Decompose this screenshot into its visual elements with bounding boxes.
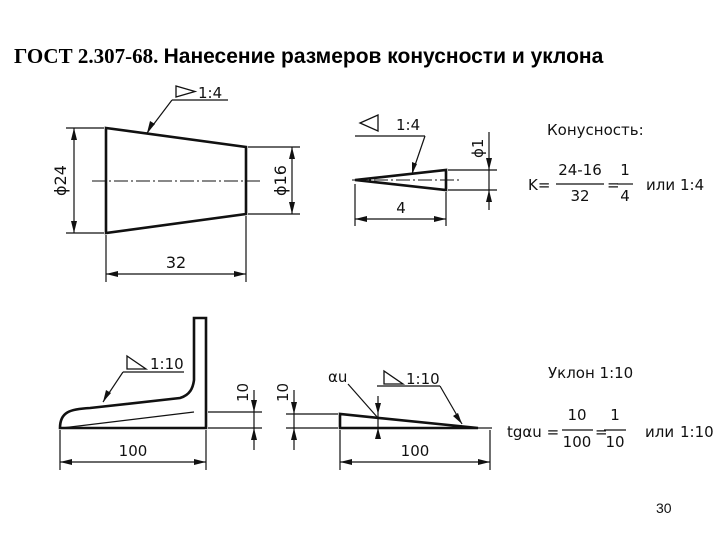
- slope-equals: =: [595, 423, 608, 441]
- slope-symbol-icon: [127, 356, 146, 369]
- angle-length-label: 100: [118, 442, 148, 460]
- taper-result: 1:4: [680, 176, 705, 194]
- small-cone-taper-label: 1:4: [396, 116, 421, 134]
- taper-formula: [528, 121, 704, 205]
- small-cone-length-label: 4: [396, 199, 406, 217]
- dimension-arrow: [375, 428, 381, 439]
- taper-numerator: 24-16: [558, 161, 602, 179]
- slope-formula: [507, 364, 714, 451]
- dimension-arrow: [434, 216, 446, 222]
- dimension-arrow: [71, 221, 77, 233]
- cone-taper-label: 1:4: [198, 84, 223, 102]
- dimension-arrow: [486, 190, 492, 202]
- wedge-length-label: 100: [400, 442, 430, 460]
- wedge-slope-label: 1:10: [406, 370, 440, 388]
- slope-symbol-icon: [384, 371, 403, 384]
- dimension-arrow: [251, 428, 257, 440]
- taper-simplified-numerator: 1: [620, 161, 630, 179]
- dimension-arrow: [486, 158, 492, 170]
- taper-denominator: 32: [570, 187, 590, 205]
- wedge-angle-leader: [348, 384, 378, 418]
- dimension-arrow: [106, 271, 118, 277]
- cone-large-diameter-label: ϕ24: [51, 165, 70, 196]
- dimension-arrow: [289, 147, 295, 159]
- title-text: Нанесение размеров конусности и уклона: [163, 45, 604, 68]
- slope-arrow: [453, 413, 462, 424]
- dimension-arrow: [291, 402, 297, 414]
- taper-heading: Конусность:: [547, 121, 644, 139]
- angle-drawing: [60, 318, 262, 470]
- page-number: 30: [656, 500, 672, 516]
- small-cone-drawing: [352, 115, 497, 226]
- angle-slope-line: [62, 412, 194, 428]
- slope-denominator: 100: [562, 433, 592, 451]
- taper-symbol-icon: [176, 86, 195, 97]
- cone-small-diameter-label: ϕ16: [271, 165, 290, 196]
- taper-symbol-icon: [360, 115, 378, 131]
- small-cone-diameter-label: ϕ1: [469, 138, 487, 158]
- wedge-drawing: [274, 368, 492, 470]
- slope-heading: Уклон 1:10: [548, 364, 634, 382]
- slope-formula-lhs: tgαu =: [507, 423, 560, 441]
- dimension-arrow: [71, 128, 77, 140]
- dimension-arrow: [60, 459, 72, 465]
- taper-formula-lhs: K=: [528, 176, 551, 194]
- title-standard-code: ГОСТ 2.307-68.: [14, 44, 159, 68]
- wedge-height-label: 10: [274, 382, 292, 402]
- taper-or-text: или: [646, 176, 676, 194]
- dimension-arrow: [291, 428, 297, 440]
- dimension-arrow: [478, 459, 490, 465]
- slope-simplified-numerator: 1: [610, 406, 620, 424]
- slope-result: 1:10: [680, 423, 714, 441]
- angle-height-label: 10: [234, 382, 252, 402]
- angle-slope-label: 1:10: [150, 355, 184, 373]
- dimension-arrow: [234, 271, 246, 277]
- slope-numerator: 10: [567, 406, 587, 424]
- dimension-arrow: [355, 216, 367, 222]
- dimension-arrow: [194, 459, 206, 465]
- taper-arrow: [147, 121, 155, 133]
- cone-drawing: [51, 84, 300, 282]
- cone-length-label: 32: [165, 253, 187, 272]
- slope-simplified-denominator: 10: [605, 433, 625, 451]
- angle-profile: [60, 318, 206, 428]
- dimension-arrow: [289, 202, 295, 214]
- wedge-angle-symbol: αu: [328, 368, 348, 386]
- slope-or-text: или: [645, 423, 675, 441]
- dimension-arrow: [340, 459, 352, 465]
- taper-simplified-denominator: 4: [620, 187, 630, 205]
- taper-equals: =: [607, 176, 620, 194]
- dimension-arrow: [375, 403, 381, 414]
